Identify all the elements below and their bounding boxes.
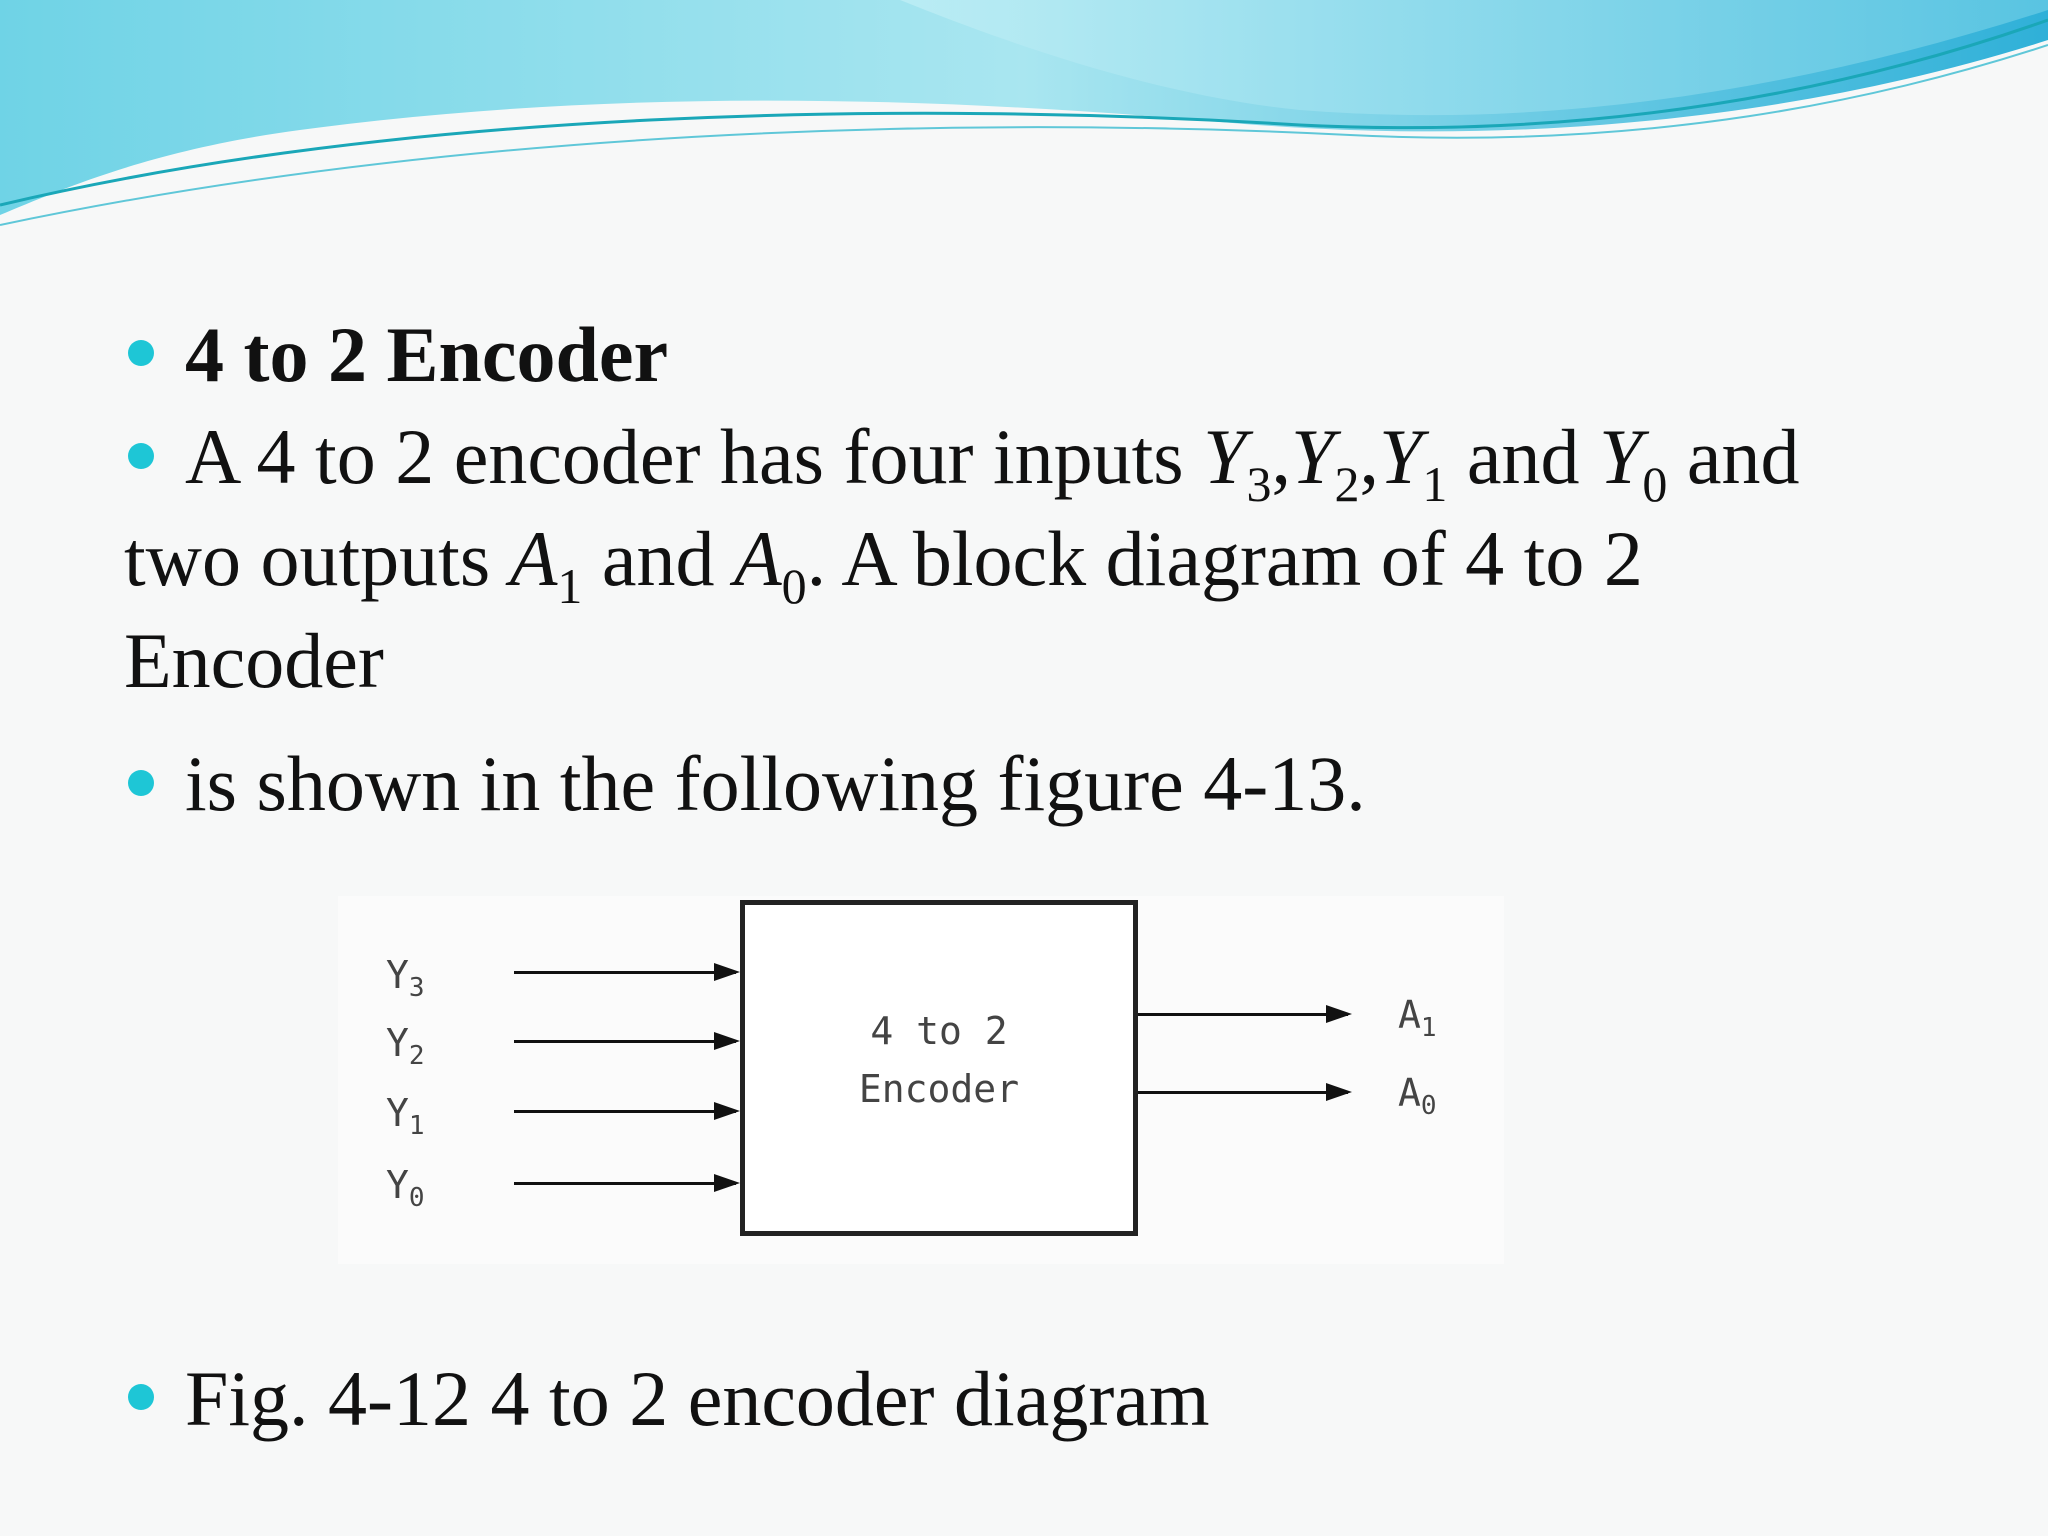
- encoder-box-line-2: Encoder: [858, 1067, 1020, 1111]
- output-arrow-a0: [1138, 1091, 1348, 1094]
- encoder-box-line-1: 4 to 2: [870, 1009, 1008, 1053]
- input-arrow-y2: [514, 1040, 736, 1043]
- paragraph-line-2: two outputs $A_1$ and $A_0$. A block diagram of 4 to 2: [124, 515, 1643, 614]
- input-label-y0: $Y_0$: [386, 1163, 425, 1213]
- input-arrow-y3: [514, 971, 736, 974]
- encoder-box: [740, 900, 1138, 1236]
- input-label-y2: $Y_2$: [386, 1021, 425, 1071]
- paragraph-line-3: Encoder: [124, 617, 384, 704]
- bullet-icon: [128, 1384, 154, 1410]
- bullet-icon: [128, 443, 154, 469]
- input-label-y1: $Y_1$: [386, 1091, 425, 1141]
- paragraph-2: is shown in the following figure 4-13.: [185, 740, 1366, 827]
- input-label-y3: $Y_3$: [386, 953, 425, 1003]
- output-label-a1: $A_1$: [1398, 993, 1437, 1043]
- slide-title: 4 to 2 Encoder: [185, 311, 669, 398]
- paragraph-line-1: A 4 to 2 encoder has four inputs $Y_3,Y_2,Y_1$ and $Y_0$ and: [185, 413, 1800, 512]
- header-wave-banner: [0, 0, 2048, 240]
- bullet-icon: [128, 340, 154, 366]
- encoder-block-diagram: [338, 896, 1504, 1264]
- output-arrow-a1: [1138, 1013, 1348, 1016]
- output-label-a0: $A_0$: [1398, 1071, 1437, 1121]
- figure-caption: Fig. 4-12 4 to 2 encoder diagram: [185, 1355, 1210, 1442]
- bullet-icon: [128, 770, 154, 796]
- input-arrow-y0: [514, 1182, 736, 1185]
- input-arrow-y1: [514, 1110, 736, 1113]
